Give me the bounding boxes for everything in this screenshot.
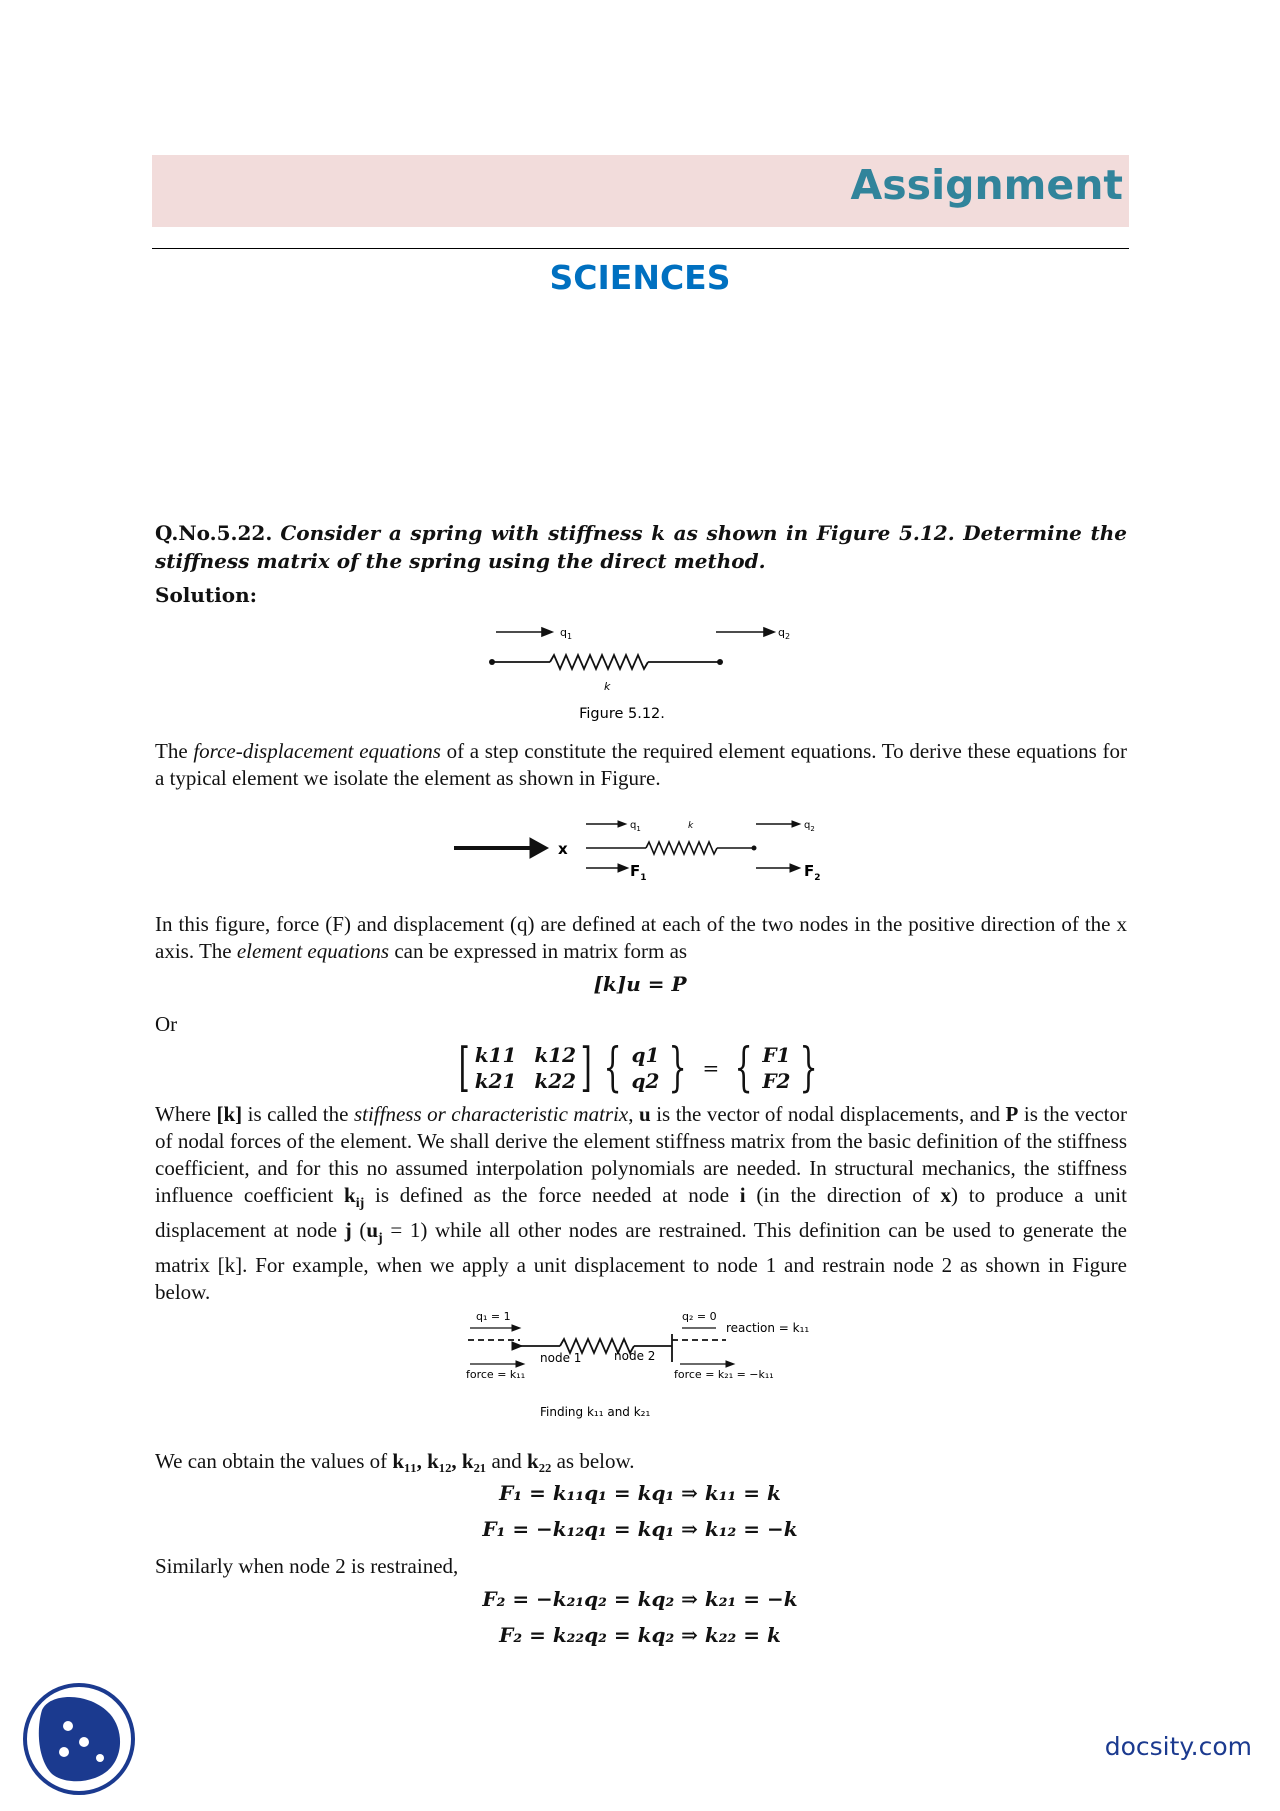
solution-label: Solution: (155, 583, 258, 607)
brand-link[interactable]: docsity.com (1104, 1732, 1252, 1761)
fig1-k-label: k (604, 680, 611, 693)
header-banner (152, 155, 1129, 227)
paragraph-5: Similarly when node 2 is restrained, (155, 1554, 459, 1578)
question-number: Q.No.5.22. (155, 521, 273, 545)
fig2-x-axis-label: x (558, 840, 568, 858)
header-divider (152, 248, 1129, 249)
equation-matrix-form: [k]u = P (593, 972, 687, 996)
equation-k11: F₁ = k₁₁q₁ = kq₁ ⇒ k₁₁ = k (499, 1481, 781, 1505)
vector-q2: q2 (631, 1069, 660, 1093)
fig1-q1: $q_1$ (560, 626, 573, 641)
fig1-caption: Figure 5.12. (579, 706, 665, 722)
vector-q1: q1 (631, 1043, 660, 1067)
matrix-equation: [ k11 k12 k21 k22 ] { q1 q2 } = { F1 F2 } (458, 1038, 819, 1098)
fig3-node1: node 1 (540, 1351, 582, 1365)
or-label: Or (155, 1012, 178, 1036)
page-title: Assignment (850, 161, 1123, 209)
fig3-force-left: force = k₁₁ (466, 1368, 526, 1381)
matrix-k21: k21 (474, 1069, 517, 1093)
paragraph-4: We can obtain the values of k₁₁, k₁₂, k₂₁ and k₂₂ as below. (155, 1449, 635, 1473)
fig3-q2-label: q₂ = 0 (682, 1310, 717, 1323)
equation-k22: F₂ = k₂₂q₂ = kq₂ ⇒ k₂₂ = k (499, 1623, 781, 1647)
question-body: Consider a spring with stiffness k as shown in Figure 5.12. Determine the stiffness matrix of the spring using the direct method. (155, 521, 1127, 573)
vector-F2: F2 (762, 1069, 791, 1093)
fig2-q2: $q_2$ (804, 820, 815, 833)
fig2-q1: $q_1$ (630, 820, 641, 833)
fig3-reaction-label: reaction = k₁₁ (726, 1321, 810, 1335)
vector-F1: F1 (762, 1043, 791, 1067)
fig3-q1-label: q₁ = 1 (476, 1310, 511, 1323)
fig3-force-right: force = k₂₁ = −k₁₁ (674, 1368, 774, 1381)
matrix-k11: k11 (474, 1043, 517, 1067)
paragraph-3: Where [k] is called the stiffness or characteristic matrix, u is the vector of nodal displacements, and P is the vector of nodal forces of the element. We shall derive the element stiffness matrix from the basic definition of the stiffness coefficient, and for this no assumed interpolation polynomials are needed. In structural mechanics, the stiffness influence coefficient $k_{ij}$ is defined as the force needed at node i (in the direction of x) to produce a unit displacement at node j $(u_j = 1)$ while all other nodes are restrained. This definition can be used to generate the matrix [k]. For example, when we apply a unit displacement to node 1 and restrain node 2 as shown in Figure below. (155, 1102, 1127, 1305)
equation-k21: F₂ = −k₂₁q₂ = kq₂ ⇒ k₂₁ = −k (482, 1587, 798, 1611)
paragraph-2: In this figure, force (F) and displacement (q) are defined at each of the two nodes in the positive direction of the x axis. The element equations can be expressed in matrix form as (155, 912, 1127, 963)
fig2-k: k (688, 821, 694, 831)
fig3-node2: node 2 (614, 1349, 656, 1363)
equation-k12: F₁ = −k₁₂q₁ = kq₁ ⇒ k₁₂ = −k (482, 1517, 798, 1541)
paragraph-1: The force-displacement equations of a step constitute the required element equations. To derive these equations for a typical element we isolate the element as shown in Figure. (155, 739, 1128, 790)
question-text (155, 519, 1127, 575)
fig3-caption: Finding k₁₁ and k₂₁ (540, 1405, 651, 1419)
subject-heading: SCIENCES (549, 258, 731, 297)
matrix-k22: k22 (534, 1069, 577, 1093)
figure-spring (480, 618, 800, 728)
figure-finding-k11-k21 (460, 1306, 830, 1424)
fig2-F1: $F_1$ (630, 862, 647, 883)
figure-isolated-element (446, 810, 846, 888)
docsity-logo-icon (20, 1680, 138, 1798)
matrix-k12: k12 (534, 1043, 577, 1067)
fig1-q2: $q_2$ (778, 626, 791, 641)
fig2-F2: $F_2$ (804, 862, 821, 883)
